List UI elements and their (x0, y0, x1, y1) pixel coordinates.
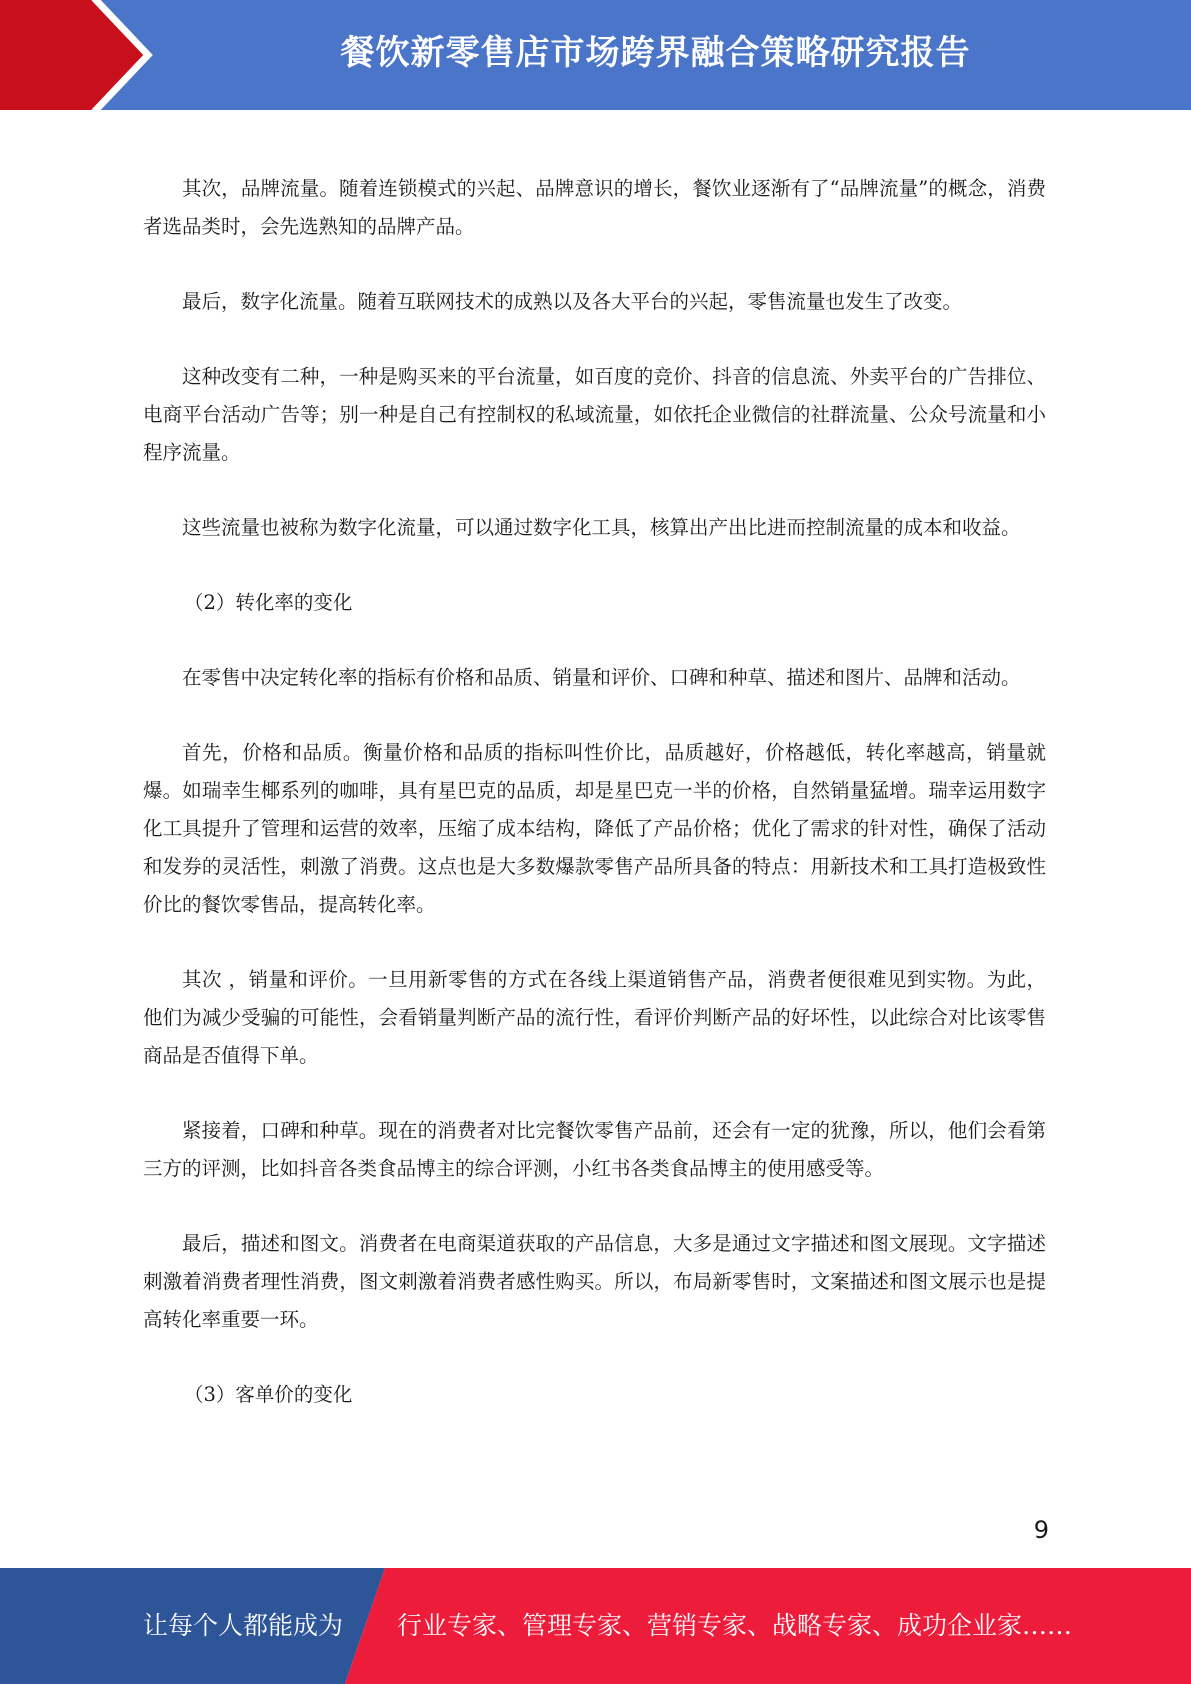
paragraph-conversion-factors: 在零售中决定转化率的指标有价格和品质、销量和评价、口碑和种草、描述和图片、品牌和活动。 (182, 666, 1021, 689)
paragraph-sales-reviews: 其次 ，销量和评价。一旦用新零售的方式在各线上渠道销售产品，消费者便很难见到实物。为此，他们为减少受骗的可能性，会看销量判断产品的流行性，看评价判断产品的好坏性，以此综合对比该零售商品是否值得下单。 (143, 968, 1046, 1067)
section-heading-conversion-rate: （2）转化率的变化 (183, 591, 353, 614)
header-arrow-decoration (0, 0, 160, 110)
page-header (0, 0, 1191, 110)
page-number: 9 (1033, 1516, 1049, 1544)
paragraph-digital-traffic-definition: 这些流量也被称为数字化流量，可以通过数字化工具，核算出产出比进而控制流量的成本和收益。 (182, 516, 1021, 539)
footer-slogan-left: 让每个人都能成为 (143, 1611, 344, 1640)
footer-slogan-right: 行业专家、管理专家、营销专家、战略专家、成功企业家…… (397, 1611, 1073, 1640)
paragraph-description-images: 最后，描述和图文。消费者在电商渠道获取的产品信息，大多是通过文字描述和图文展现。文字描述刺激着消费者理性消费，图文刺激着消费者感性购买。所以，布局新零售时，文案描述和图文展示也是提高转化率重要一环。 (143, 1232, 1046, 1331)
paragraph-traffic-types: 这种改变有二种，一种是购买来的平台流量，如百度的竞价、抖音的信息流、外卖平台的广告排位、电商平台活动广告等；别一种是自己有控制权的私域流量，如依托企业微信的社群流量、公众号流量和小程序流量。 (143, 365, 1046, 464)
document-body (143, 170, 1046, 1451)
section-heading-order-value: （3）客单价的变化 (183, 1383, 353, 1406)
paragraph-brand-traffic: 其次，品牌流量。随着连锁模式的兴起、品牌意识的增长，餐饮业逐渐有了“品牌流量”的概念，消费者选品类时，会先选熟知的品牌产品。 (143, 177, 1046, 238)
report-title: 餐饮新零售店市场跨界融合策略研究报告 (340, 33, 971, 73)
header-arrow-red (0, 0, 146, 110)
paragraph-digital-traffic: 最后，数字化流量。随着互联网技术的成熟以及各大平台的兴起，零售流量也发生了改变。 (182, 290, 963, 313)
paragraph-price-quality: 首先，价格和品质。衡量价格和品质的指标叫性价比，品质越好，价格越低，转化率越高，销量就爆。如瑞幸生椰系列的咖啡，具有星巴克的品质，却是星巴克一半的价格，自然销量猛增。瑞幸运用数字化工具提升了管理和运营的效率，压缩了成本结构，降低了产品价格；优化了需求的针对性，确保了活动和发券的灵活性，刺激了消费。这点也是大多数爆款零售产品所具备的特点：用新技术和工具打造极致性价比的餐饮零售品，提高转化率。 (143, 741, 1046, 916)
paragraph-word-of-mouth: 紧接着，口碑和种草。现在的消费者对比完餐饮零售产品前，还会有一定的犹豫，所以，他们会看第三方的评测，比如抖音各类食品博主的综合评测，小红书各类食品博主的使用感受等。 (143, 1119, 1046, 1180)
page-footer (0, 1568, 1191, 1684)
